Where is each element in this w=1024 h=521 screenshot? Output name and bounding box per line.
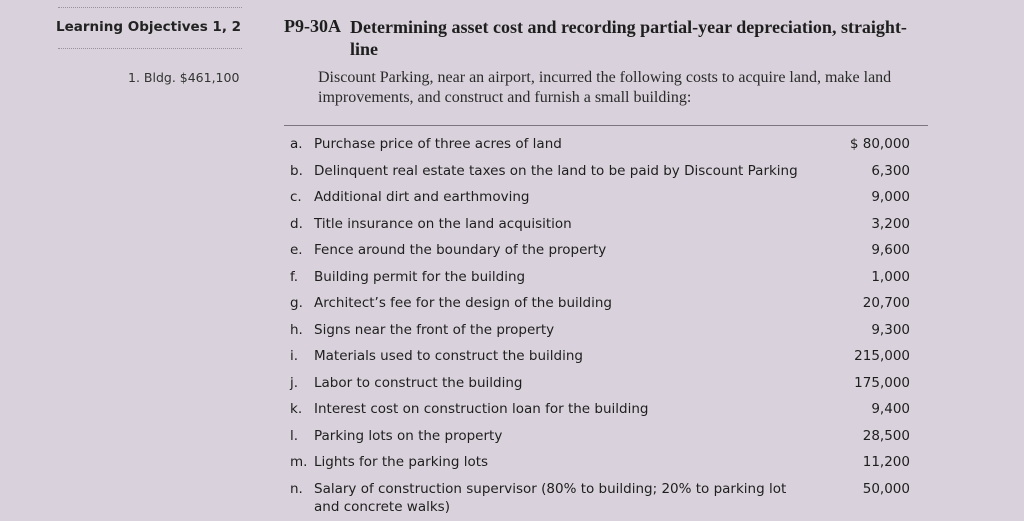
item-description: Labor to construct the building [314, 374, 523, 391]
cost-item-b [290, 158, 910, 185]
divider-dotted-bottom [58, 48, 242, 49]
item-description: Materials used to construct the building [314, 348, 583, 364]
item-amount: 9,000 [871, 189, 910, 205]
item-letter: i. [290, 348, 299, 364]
item-letter: j. [290, 374, 299, 391]
cost-item-d [290, 211, 910, 238]
item-letter: h. [290, 321, 303, 338]
cost-item-k [290, 396, 910, 423]
cost-item-a [290, 131, 910, 158]
item-letter: g. [290, 295, 303, 311]
item-letter: d. [290, 215, 303, 232]
item-letter: f. [290, 268, 299, 285]
cost-item-g [290, 290, 910, 317]
problem-title: Determining asset cost and recording partial-year depreciation, straight-line [350, 17, 907, 59]
item-letter: b. [290, 162, 303, 179]
item-description: Purchase price of three acres of land [314, 136, 562, 152]
item-amount: 6,300 [871, 162, 910, 179]
item-letter: a. [290, 136, 303, 152]
item-amount: 9,400 [871, 401, 910, 417]
item-letter: k. [290, 401, 303, 417]
item-description: Parking lots on the property [314, 427, 503, 444]
table-top-rule [284, 125, 928, 126]
check-answer: 1. Bldg. $461,100 [128, 70, 240, 85]
item-letter: l. [290, 427, 299, 444]
item-description: Lights for the parking lots [314, 454, 489, 470]
item-description: Architect’s fee for the design of the building [314, 295, 613, 311]
item-amount: 215,000 [854, 348, 910, 364]
item-description: Title insurance on the land acquisition [314, 215, 572, 232]
item-amount: 50,000 [862, 480, 910, 497]
cost-list [290, 131, 910, 520]
cost-item-j [290, 370, 910, 397]
cost-item-h [290, 317, 910, 344]
item-description: Interest cost on construction loan for the building [314, 401, 649, 417]
cost-item-i [290, 343, 910, 370]
cost-item-f [290, 264, 910, 291]
item-amount: 28,500 [862, 427, 910, 444]
problem-number: P9-30A [284, 16, 341, 36]
cost-item-l [290, 423, 910, 450]
item-description: Salary of construction supervisor (80% to building; 20% to parking lot and concrete walks) [314, 480, 787, 515]
problem-intro: Discount Parking, near an airport, incurred the following costs to acquire land, make land improvements, and construct and furnish a small building: [318, 69, 892, 106]
cost-item-c [290, 184, 910, 211]
cost-item-m [290, 449, 910, 476]
item-amount: 1,000 [871, 268, 910, 285]
item-amount: 9,600 [871, 242, 910, 258]
item-description: Fence around the boundary of the property [314, 242, 607, 258]
item-amount: $ 80,000 [849, 136, 910, 152]
learning-objectives-label: Learning Objectives 1, 2 [56, 19, 242, 35]
item-letter: n. [290, 480, 303, 497]
item-amount: 20,700 [862, 295, 910, 311]
divider-dotted-top [58, 7, 242, 8]
item-description: Signs near the front of the property [314, 321, 555, 338]
item-description: Delinquent real estate taxes on the land to be paid by Discount Parking [314, 162, 798, 179]
item-letter: m. [290, 454, 308, 470]
item-letter: c. [290, 189, 302, 205]
item-letter: e. [290, 242, 303, 258]
item-amount: 175,000 [854, 374, 910, 391]
cost-item-n [290, 476, 910, 520]
item-description: Additional dirt and earthmoving [314, 189, 530, 205]
item-amount: 9,300 [871, 321, 910, 338]
cost-item-e [290, 237, 910, 264]
item-amount: 11,200 [862, 454, 910, 470]
item-description: Building permit for the building [314, 268, 526, 285]
item-amount: 3,200 [871, 215, 910, 232]
